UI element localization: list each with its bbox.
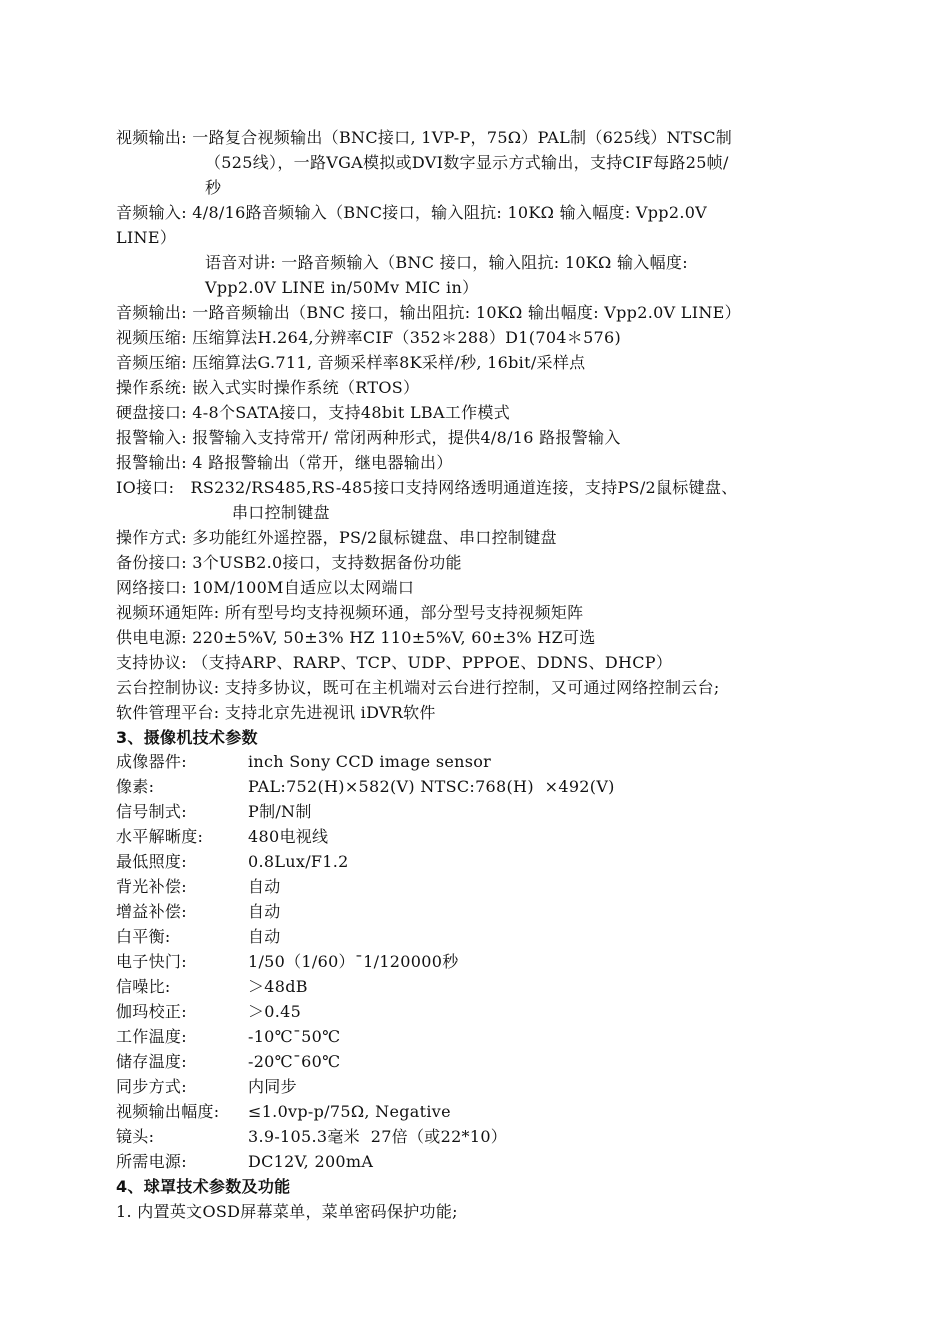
camera-spec-label: 信号制式: xyxy=(116,802,187,821)
camera-spec-value: inch Sony CCD image sensor xyxy=(248,752,492,771)
camera-spec-value: ＞0.45 xyxy=(248,1002,302,1021)
camera-spec-row xyxy=(116,877,281,897)
spec-line: 报警输出: 4 路报警输出（常开，继电器输出） xyxy=(116,453,453,472)
spec-line: 秒 xyxy=(205,178,222,197)
camera-spec-label: 最低照度: xyxy=(116,852,187,871)
camera-spec-value: -20℃¯60℃ xyxy=(248,1052,341,1071)
camera-spec-row xyxy=(116,952,459,972)
spec-line: IO接口: RS232/RS485,RS-485接口支持网络透明通道连接，支持PS/2鼠标键盘、 xyxy=(116,478,738,497)
camera-spec-label: 镜头: xyxy=(116,1127,155,1146)
spec-line: 语音对讲: 一路音频输入（BNC 接口，输入阻抗: 10KΩ 输入幅度: xyxy=(205,253,688,272)
spec-line: 音频输入: 4/8/16路音频输入（BNC接口，输入阻抗: 10KΩ 输入幅度: Vpp2.0V xyxy=(116,203,708,222)
camera-spec-label: 增益补偿: xyxy=(116,902,187,921)
camera-spec-label: 伽玛校正: xyxy=(116,1002,187,1021)
spec-line: 报警输入: 报警输入支持常开/ 常闭两种形式，提供4/8/16 路报警输入 xyxy=(116,428,621,447)
camera-spec-label: 电子快门: xyxy=(116,952,187,971)
spec-line: 网络接口: 10M/100M自适应以太网端口 xyxy=(116,578,415,597)
camera-spec-value: 自动 xyxy=(248,877,281,896)
camera-spec-value: 内同步 xyxy=(248,1077,297,1096)
camera-spec-value: PAL:752(H)×582(V) NTSC:768(H) ×492(V) xyxy=(248,777,615,796)
camera-spec-row xyxy=(116,827,328,847)
spec-line: Vpp2.0V LINE in/50Mv MIC in） xyxy=(205,278,479,297)
camera-spec-label: 成像器件: xyxy=(116,752,187,771)
camera-spec-row xyxy=(116,777,615,797)
spec-line: 音频压缩: 压缩算法G.711, 音频采样率8K采样/秒, 16bit/采样点 xyxy=(116,353,586,372)
camera-spec-row xyxy=(116,927,281,947)
list-item: 1. 内置英文OSD屏幕菜单，菜单密码保护功能; xyxy=(116,1202,458,1221)
section-heading: 3、摄像机技术参数 xyxy=(116,728,258,747)
section-heading: 4、球罩技术参数及功能 xyxy=(116,1177,291,1196)
camera-spec-label: 视频输出幅度: xyxy=(116,1102,220,1121)
camera-spec-value: 480电视线 xyxy=(248,827,329,846)
camera-spec-value: 自动 xyxy=(248,927,281,946)
spec-line: 音频输出: 一路音频输出（BNC 接口，输出阻抗: 10KΩ 输出幅度: Vpp2.0V LINE） xyxy=(116,303,741,322)
spec-line: LINE） xyxy=(116,228,177,247)
camera-spec-row xyxy=(116,1052,340,1072)
camera-spec-row xyxy=(116,1077,297,1097)
camera-spec-value: ＞48dB xyxy=(248,977,308,996)
camera-spec-label: 所需电源: xyxy=(116,1152,187,1171)
camera-spec-label: 同步方式: xyxy=(116,1077,187,1096)
spec-line: 软件管理平台: 支持北京先进视讯 iDVR软件 xyxy=(116,703,436,722)
camera-spec-label: 白平衡: xyxy=(116,927,171,946)
camera-spec-row xyxy=(116,977,308,997)
camera-spec-label: 像素: xyxy=(116,777,155,796)
spec-line: 硬盘接口: 4-8个SATA接口，支持48bit LBA工作模式 xyxy=(116,403,511,422)
spec-line: 备份接口: 3个USB2.0接口，支持数据备份功能 xyxy=(116,553,462,572)
camera-spec-value: -10℃¯50℃ xyxy=(248,1027,341,1046)
camera-spec-row xyxy=(116,1002,301,1022)
spec-line: 视频环通矩阵: 所有型号均支持视频环通，部分型号支持视频矩阵 xyxy=(116,603,584,622)
camera-spec-value: 0.8Lux/F1.2 xyxy=(248,852,349,871)
spec-line: 供电电源: 220±5%V, 50±3% HZ 110±5%V, 60±3% HZ可选 xyxy=(116,628,596,647)
spec-line: 视频输出: 一路复合视频输出（BNC接口, 1VP-P，75Ω）PAL制（625线）NTSC制 xyxy=(116,128,733,147)
camera-spec-label: 背光补偿: xyxy=(116,877,187,896)
camera-spec-row xyxy=(116,752,491,772)
spec-line: 串口控制键盘 xyxy=(232,503,330,522)
camera-spec-row xyxy=(116,802,312,822)
camera-spec-row xyxy=(116,852,349,872)
camera-spec-value: 1/50（1/60）¯1/120000秒 xyxy=(248,952,459,971)
camera-spec-row xyxy=(116,1102,451,1122)
camera-spec-row xyxy=(116,1127,507,1147)
camera-spec-label: 储存温度: xyxy=(116,1052,187,1071)
camera-spec-value: DC12V, 200mA xyxy=(248,1152,374,1171)
spec-line: 云台控制协议: 支持多协议，既可在主机端对云台进行控制，又可通过网络控制云台; xyxy=(116,678,720,697)
camera-spec-label: 水平解晰度: xyxy=(116,827,204,846)
camera-spec-value: ≤1.0vp-p/75Ω, Negative xyxy=(248,1102,451,1121)
spec-line: 支持协议: （支持ARP、RARP、TCP、UDP、PPPOE、DDNS、DHCP） xyxy=(116,653,673,672)
spec-line: （525线），一路VGA模拟或DVI数字显示方式输出，支持CIF每路25帧/ xyxy=(205,153,729,172)
spec-line: 视频压缩: 压缩算法H.264,分辨率CIF（352＊288）D1(704＊576) xyxy=(116,328,622,347)
spec-line: 操作方式: 多功能红外遥控器，PS/2鼠标键盘、串口控制键盘 xyxy=(116,528,557,547)
camera-spec-row xyxy=(116,902,281,922)
camera-spec-value: 3.9-105.3毫米 27倍（或22*10） xyxy=(248,1127,508,1146)
camera-spec-row xyxy=(116,1152,373,1172)
camera-spec-row xyxy=(116,1027,340,1047)
camera-spec-label: 工作温度: xyxy=(116,1027,187,1046)
camera-spec-value: P制/N制 xyxy=(248,802,312,821)
camera-spec-value: 自动 xyxy=(248,902,281,921)
camera-spec-label: 信噪比: xyxy=(116,977,171,996)
spec-line: 操作系统: 嵌入式实时操作系统（RTOS） xyxy=(116,378,420,397)
